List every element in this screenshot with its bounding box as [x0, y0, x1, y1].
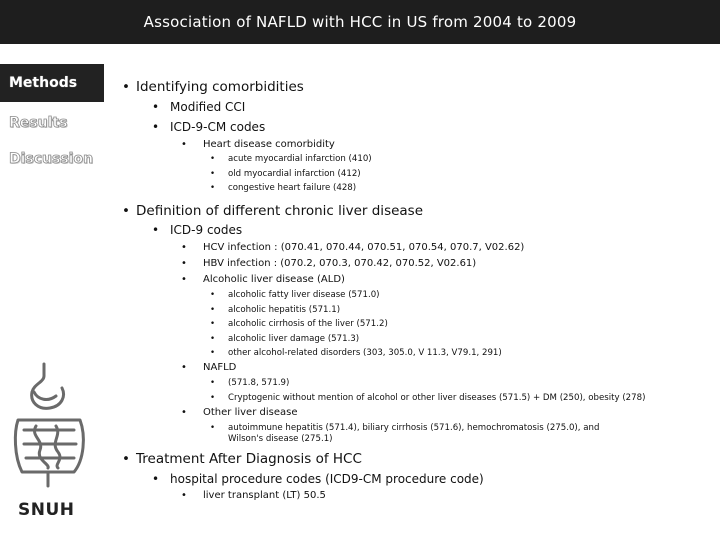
list-item: • Cryptogenic without mention of alcohol or other liver diseases (571.5) + DM (250), obesity (278) — [210, 393, 646, 403]
list-item: • ICD-9-CM codes — [152, 120, 266, 134]
section-sidebar — [0, 44, 106, 540]
nav-item-discussion[interactable]: Discussion — [9, 151, 94, 167]
list-item: • (571.8, 571.9) — [210, 378, 290, 388]
organ-logo — [4, 360, 104, 530]
list-item: • acute myocardial infarction (410) — [210, 154, 372, 164]
list-item: • NAFLD — [181, 362, 237, 373]
list-item: • Identifying comorbidities — [122, 79, 304, 95]
list-item: • Definition of different chronic liver disease — [122, 203, 424, 219]
nav-item-results[interactable]: Results — [9, 115, 68, 131]
snuh-logo: SNUH — [18, 500, 75, 520]
list-item: • alcoholic cirrhosis of the liver (571.2) — [210, 319, 388, 329]
list-item: • Heart disease comorbidity — [181, 139, 335, 150]
digestive-system-icon — [4, 360, 96, 490]
list-item: • Other liver disease — [181, 407, 298, 418]
list-item: • other alcohol-related disorders (303, 305.0, V 11.3, V79.1, 291) — [210, 348, 502, 358]
list-item: • HBV infection : (070.2, 070.3, 070.42, 070.52, V02.61) — [181, 258, 477, 269]
list-item: • congestive heart failure (428) — [210, 183, 357, 193]
list-item: • autoimmune hepatitis (571.4), biliary cirrhosis (571.6), hemochromatosis (275.0), and Wilson's disease (275.1) — [210, 423, 600, 444]
list-item: • alcoholic fatty liver disease (571.0) — [210, 290, 380, 300]
list-item: • liver transplant (LT) 50.5 — [181, 490, 326, 501]
list-item: • Treatment After Diagnosis of HCC — [122, 451, 362, 467]
list-item: • Alcoholic liver disease (ALD) — [181, 274, 345, 285]
list-item: • Modified CCI — [152, 100, 246, 114]
slide-title: Association of NAFLD with HCC in US from 2004 to 2009 — [0, 0, 720, 44]
list-item: • old myocardial infarction (412) — [210, 169, 361, 179]
list-item: • alcoholic liver damage (571.3) — [210, 334, 360, 344]
list-item: • alcoholic hepatitis (571.1) — [210, 305, 341, 315]
list-item: • ICD-9 codes — [152, 223, 243, 237]
list-item: • HCV infection : (070.41, 070.44, 070.51, 070.54, 070.7, V02.62) — [181, 242, 525, 253]
list-item: • hospital procedure codes (ICD9-CM procedure code) — [152, 472, 484, 486]
nav-item-methods[interactable]: Methods — [0, 64, 104, 102]
